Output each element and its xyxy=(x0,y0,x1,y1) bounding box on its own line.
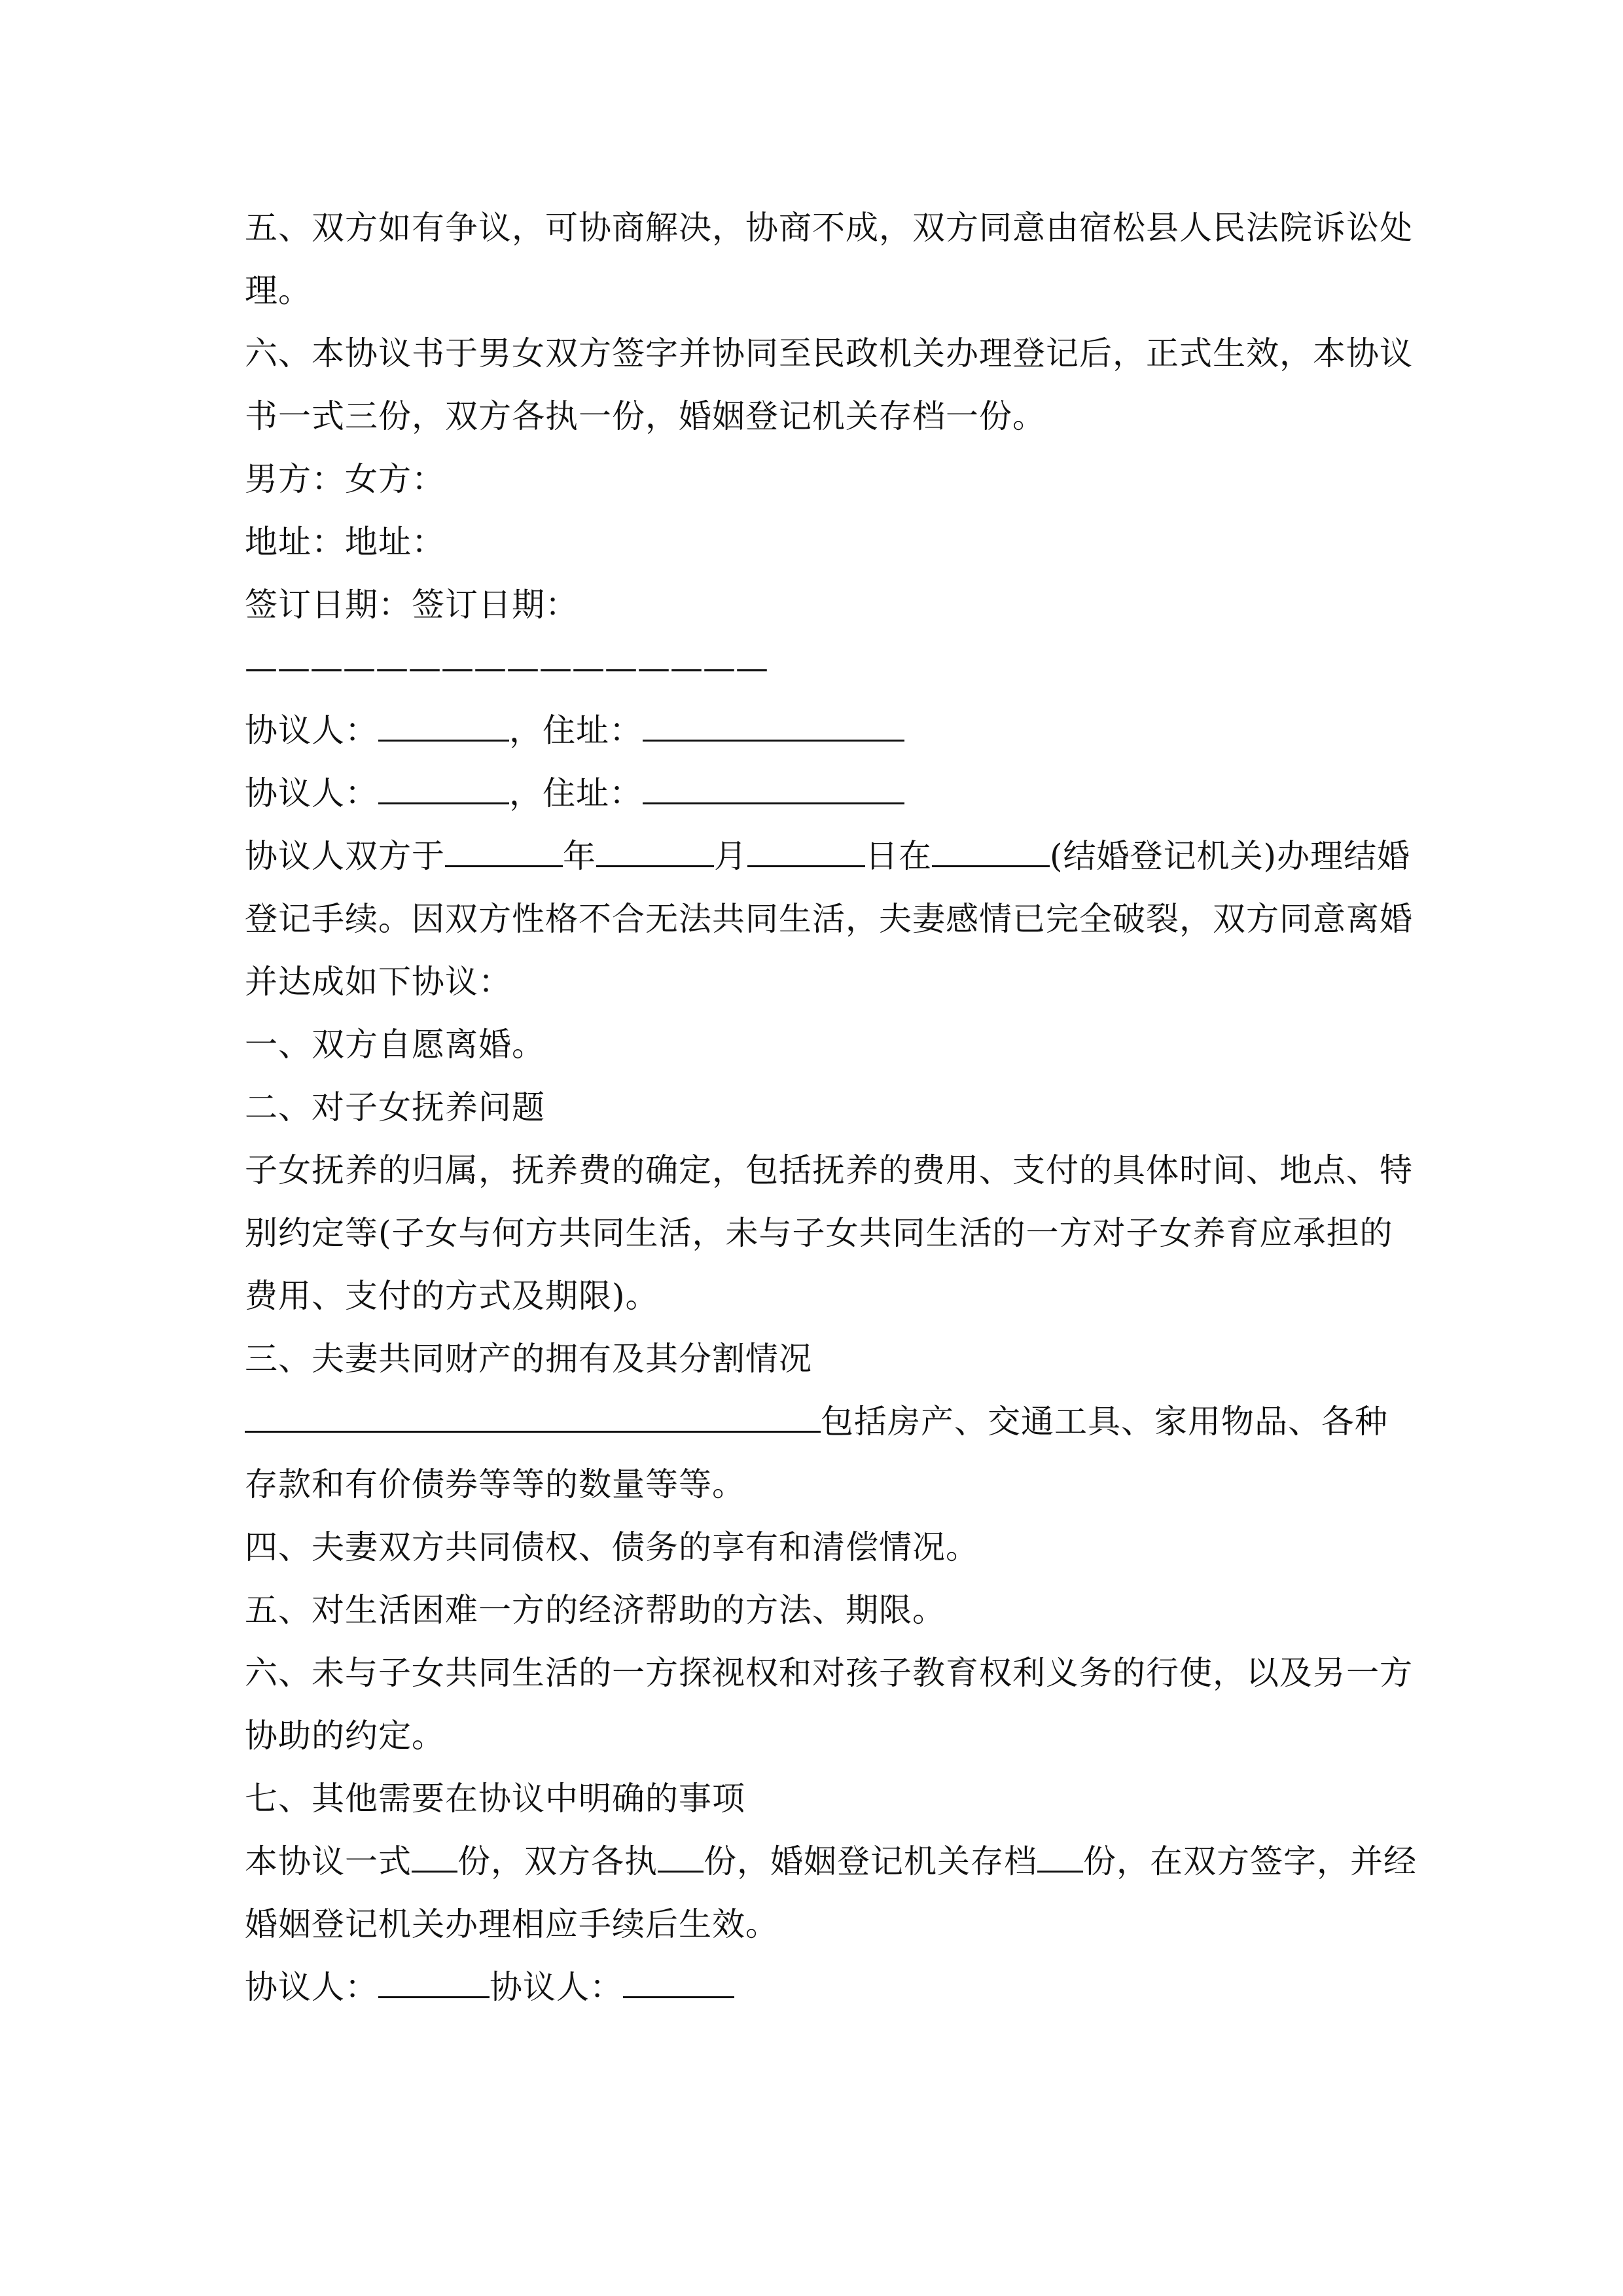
line-text: 二、对子女抚养问题 xyxy=(245,1088,545,1126)
line-text: 登记手续。因双方性格不合无法共同生活，夫妻感情已完全破裂，双方同意离婚 xyxy=(245,900,1413,938)
line-text: 协助的约定。 xyxy=(245,1717,445,1755)
line-text: 别约定等(子女与何方共同生活，未与子女共同生活的一方对子女养育应承担的 xyxy=(245,1214,1393,1252)
name-blank[interactable] xyxy=(378,776,509,804)
party-label: 协议人： xyxy=(245,1968,378,2006)
property-line xyxy=(245,1390,1388,1453)
text-line xyxy=(245,1453,1383,1516)
line-text: 份，双方各执 xyxy=(457,1842,658,1880)
day-label: 日在 xyxy=(865,837,932,875)
signature-line xyxy=(245,1956,1383,2018)
line-text: 一、双方自愿离婚。 xyxy=(245,1026,545,1064)
clause-heading xyxy=(245,1076,1383,1139)
marriage-date-line xyxy=(245,825,1411,888)
text-line xyxy=(245,1265,1383,1327)
day-blank[interactable] xyxy=(747,839,865,867)
text-line xyxy=(245,259,1383,322)
name-blank[interactable] xyxy=(378,713,509,742)
line-text: 五、对生活困难一方的经济帮助的方法、期限。 xyxy=(245,1591,946,1629)
signature-party-line xyxy=(245,448,1383,511)
text-line xyxy=(245,950,1383,1013)
line-text: 男方：女方： xyxy=(245,460,445,498)
line-text: 四、夫妻双方共同债权、债务的享有和清偿情况。 xyxy=(245,1528,979,1566)
line-text: 理。 xyxy=(245,272,312,310)
line-text: 子女抚养的归属，抚养费的确定，包括抚养的费用、支付的具体时间、地点、特 xyxy=(245,1151,1413,1189)
copies-line xyxy=(245,1830,1417,1893)
party-info-line xyxy=(245,699,1383,762)
clause-heading xyxy=(245,1641,1413,1704)
clause-heading xyxy=(245,1327,1383,1390)
text-line xyxy=(245,1139,1413,1202)
separator-dashes xyxy=(245,636,1383,699)
line-text: 包括房产、交通工具、家用物品、各种 xyxy=(821,1403,1388,1441)
line-text: 三、夫妻共同财产的拥有及其分割情况 xyxy=(245,1340,812,1378)
line-text: 存款和有价债券等等的数量等等。 xyxy=(245,1465,745,1503)
line-text: 份，婚姻登记机关存档 xyxy=(704,1842,1037,1880)
line-text: 婚姻登记机关办理相应手续后生效。 xyxy=(245,1905,779,1943)
line-text: 地址：地址： xyxy=(245,523,445,561)
line-text: 协议人双方于 xyxy=(245,837,445,875)
clause-heading xyxy=(245,1767,1383,1830)
office-blank[interactable] xyxy=(932,839,1050,867)
party-label: 协议人： xyxy=(490,1968,623,2006)
line-text: 书一式三份，双方各执一份，婚姻登记机关存档一份。 xyxy=(245,397,1046,435)
line-text: 本协议一式 xyxy=(245,1842,412,1880)
party-label: 协议人： xyxy=(245,774,378,812)
clause-heading xyxy=(245,1579,1383,1641)
clause-heading xyxy=(245,1013,1383,1076)
copies-blank[interactable] xyxy=(412,1844,457,1873)
address-line xyxy=(245,511,1383,573)
document-body xyxy=(245,196,1417,2018)
text-line xyxy=(245,385,1383,448)
address-label: ，住址： xyxy=(509,711,643,749)
line-text: 签订日期：签订日期： xyxy=(245,586,579,624)
year-label: 年 xyxy=(563,837,596,875)
year-blank[interactable] xyxy=(445,839,563,867)
month-blank[interactable] xyxy=(596,839,714,867)
line-text: 并达成如下协议： xyxy=(245,963,512,1001)
text-line xyxy=(245,888,1413,950)
line-text: (结婚登记机关)办理结婚 xyxy=(1050,837,1411,875)
text-line xyxy=(245,196,1413,259)
party-info-line xyxy=(245,762,1383,825)
text-line xyxy=(245,1704,1383,1767)
address-blank[interactable] xyxy=(643,713,904,742)
address-blank[interactable] xyxy=(643,776,904,804)
address-label: ，住址： xyxy=(509,774,643,812)
party-label: 协议人： xyxy=(245,711,378,749)
line-text: 六、本协议书于男女双方签字并协同至民政机关办理登记后，正式生效，本协议 xyxy=(245,334,1413,372)
line-text: 份，在双方签字，并经 xyxy=(1083,1842,1417,1880)
separator-text: ———————————————— xyxy=(245,649,768,687)
sign-date-line xyxy=(245,573,1383,636)
line-text: 费用、支付的方式及期限)。 xyxy=(245,1277,659,1315)
month-label: 月 xyxy=(714,837,747,875)
copies-archive-blank[interactable] xyxy=(1037,1844,1083,1873)
clause-heading xyxy=(245,1516,1383,1579)
signature-blank[interactable] xyxy=(378,1970,490,1998)
text-line xyxy=(245,322,1413,385)
copies-each-blank[interactable] xyxy=(658,1844,704,1873)
property-blank[interactable] xyxy=(245,1405,821,1433)
text-line xyxy=(245,1893,1383,1956)
line-text: 七、其他需要在协议中明确的事项 xyxy=(245,1780,745,1818)
line-text: 六、未与子女共同生活的一方探视权和对孩子教育权利义务的行使，以及另一方 xyxy=(245,1654,1413,1692)
line-text: 五、双方如有争议，可协商解决，协商不成，双方同意由宿松县人民法院诉讼处 xyxy=(245,209,1413,247)
signature-blank[interactable] xyxy=(623,1970,734,1998)
text-line xyxy=(245,1202,1393,1265)
